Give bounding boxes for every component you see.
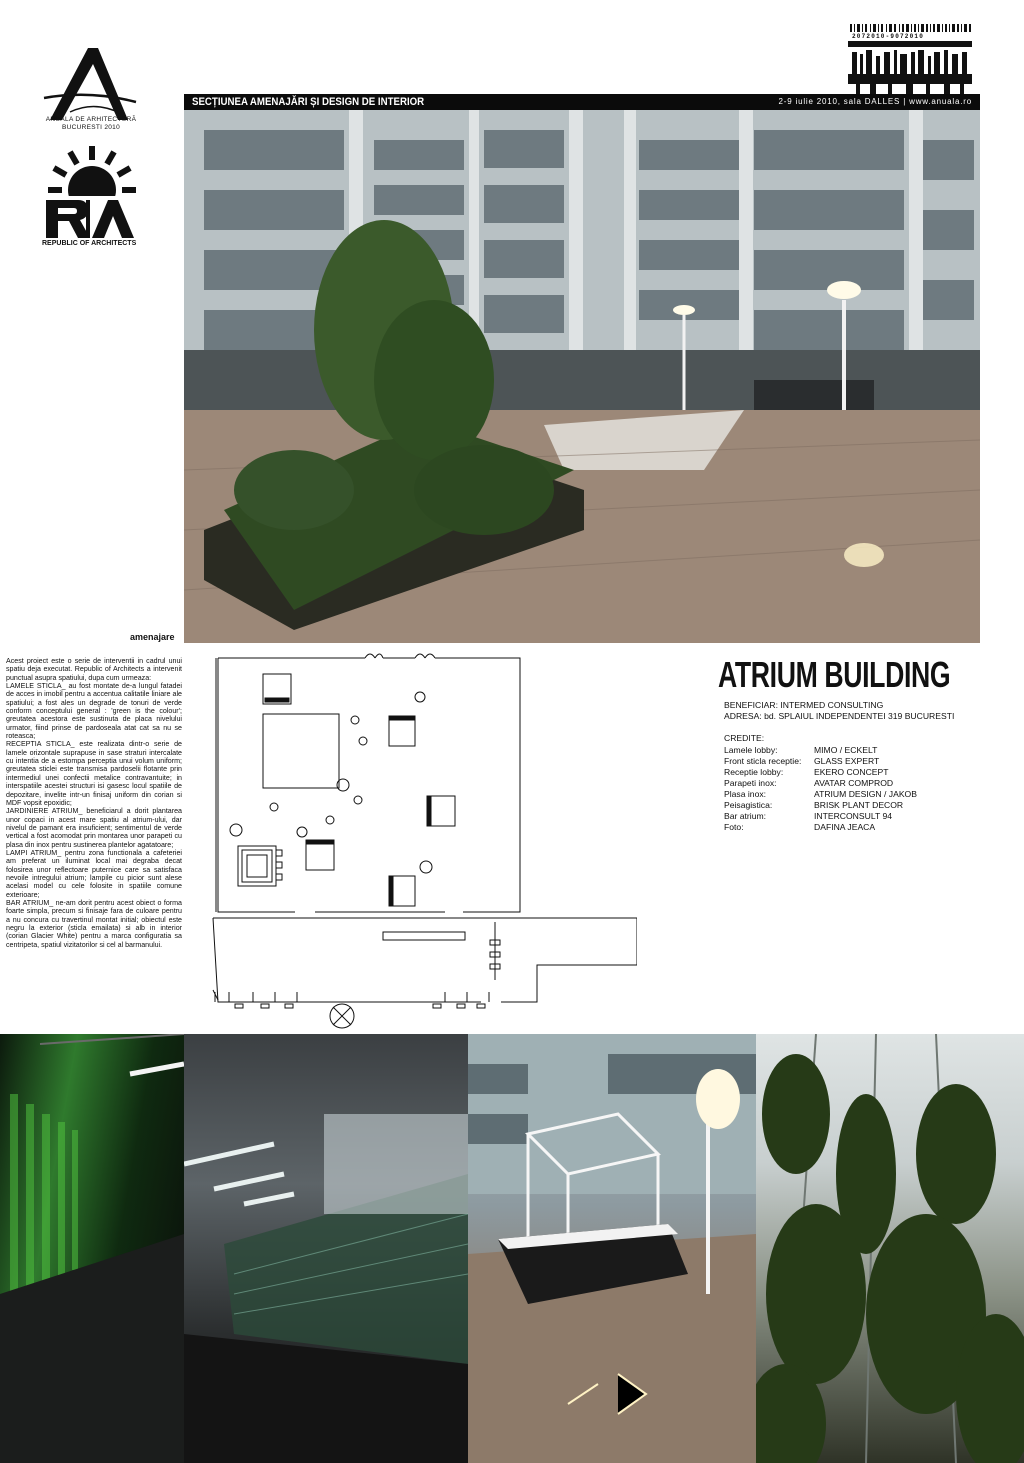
credit-role: Bar atrium: <box>724 811 767 821</box>
beneficiar-line: BENEFICIAR: INTERMED CONSULTING <box>724 700 884 710</box>
bottom-photo-strip <box>0 1034 1024 1463</box>
republic-of-architects-caption: REPUBLIC OF ARCHITECTS <box>42 240 137 247</box>
adresa-line: ADRESA: bd. SPLAIUL INDEPENDENTEI 319 BUCURESTI <box>724 711 955 721</box>
lobby-green-glass-photo <box>0 1034 184 1463</box>
credit-row <box>724 800 917 811</box>
credit-name: INTERCONSULT 94 <box>814 811 892 821</box>
credit-name: ATRIUM DESIGN / JAKOB <box>814 789 917 799</box>
atrium-bar-photo <box>468 1034 756 1463</box>
credit-role: Receptie lobby: <box>724 767 784 777</box>
hanging-plants-photo <box>756 1034 1024 1463</box>
credit-row <box>724 745 917 756</box>
credit-name: GLASS EXPERT <box>814 756 880 766</box>
credit-role: Lamele lobby: <box>724 745 778 755</box>
credits-heading: CREDITE: <box>724 733 765 743</box>
credits-table <box>724 745 917 833</box>
description-lamele: LAMELE STICLA_ au fost montate de-a lungul fatadei de acces in imobil pentru a accentua calitatile liniare ale spatiului; a fost ales un degrade de tonuri de verde conform conceptului general : 'green is the colour'; greutatea acestora este sustinuta de placa nivelului urmator, fiind prinse de pardoseala atat cat sa nu se roteasca; <box>6 682 182 741</box>
credit-row <box>724 778 917 789</box>
event-info: 2-9 iulie 2010, sala DALLES | www.anuala.ro <box>778 97 972 106</box>
anuala-logo-caption <box>36 116 146 132</box>
header-band <box>184 94 980 110</box>
description-jardiniere: JARDINIERE ATRIUM_ beneficiarul a dorit plantarea unor copaci in acest mare spatiu al atrium-ului, dar nivelul de pamant era insuficient; sentimentul de verde vertical a fost acomodat prin montarea unor parapeti cu plasa din inox pentru sustinerea plantelor agatatoare; <box>6 807 182 849</box>
credit-row <box>724 789 917 800</box>
glass-reception-photo <box>184 1034 468 1463</box>
credit-row <box>724 811 917 822</box>
credit-role: Foto: <box>724 822 744 832</box>
project-title: ATRIUM BUILDING <box>718 654 951 695</box>
description-intro: Acest proiect este o serie de interventii in cadrul unui spatiu deja executat. Republic of Architects a intervenit punctual asupra spatiului, dupa cum urmeaza: <box>6 657 182 682</box>
credit-name: EKERO CONCEPT <box>814 767 889 777</box>
credit-row <box>724 756 917 767</box>
project-info <box>724 700 954 722</box>
description-lampi: LAMPI ATRIUM_ pentru zona functionala a cafeteriei am preferat un iluminat local mai degraba decat folosirea unor reflectoare puternice care sa satisfaca nevoile intregului atrium; lampile cu picior sunt alese acelasi model cu cele folosite in spatiile comune exterioare; <box>6 848 182 899</box>
barcode-dates: 2072010-9072010 <box>852 33 925 40</box>
credit-role: Parapeti inox: <box>724 778 777 788</box>
anuala-logo-title: ANUALA DE ARHITECTURĂ <box>45 116 137 123</box>
description-receptia: RECEPTIA STICLA_ este realizata dintr-o serie de lamele orizontale suprapuse in sase straturi intercalate cu intentia de a estompa perceptia unui volum uniform; greutatea sticlei este transmisa pardoselii flotante prin intermediul unei confectii metalice contravantuite; in interspatiile acestei structuri isi gasesc locul spatiile de depozitare, invelite intr-un finisaj uniform din corian si MDF vopsit epoxidic; <box>6 740 182 807</box>
credit-role: Peisagistica: <box>724 800 773 810</box>
main-atrium-photo <box>184 110 980 643</box>
anuala-logo-subtitle: BUCURESTI 2010 <box>61 124 121 131</box>
project-description <box>6 657 182 1033</box>
section-title: SECȚIUNEA AMENAJĂRI ȘI DESIGN DE INTERIOR <box>192 96 425 108</box>
floor-plan-drawing <box>205 650 637 1030</box>
photo-caption: amenajare <box>130 632 175 642</box>
credit-role: Plasa inox: <box>724 789 767 799</box>
credit-role: Front sticla receptie: <box>724 756 802 766</box>
credit-name: DAFINA JEACA <box>814 822 876 832</box>
credit-name: BRISK PLANT DECOR <box>814 800 904 810</box>
credit-name: MIMO / ECKELT <box>814 745 878 755</box>
credit-row <box>724 767 917 778</box>
credit-row <box>724 822 917 833</box>
credit-name: AVATAR COMPROD <box>814 778 894 788</box>
republic-of-architects-logo <box>42 144 142 240</box>
description-bar: BAR ATRIUM_ ne-am dorit pentru acest obiect o forma foarte simpla, precum si finisaje fara de culoare pentru a nu concura cu travertinul montat initial; obiectul este negru la exterior (sticla emailata) si alb in interior (corian Glacier White) pentru a marca configuratia sa centripeta, spatiul vizitatorilor si cel al barmanului. <box>6 898 182 949</box>
